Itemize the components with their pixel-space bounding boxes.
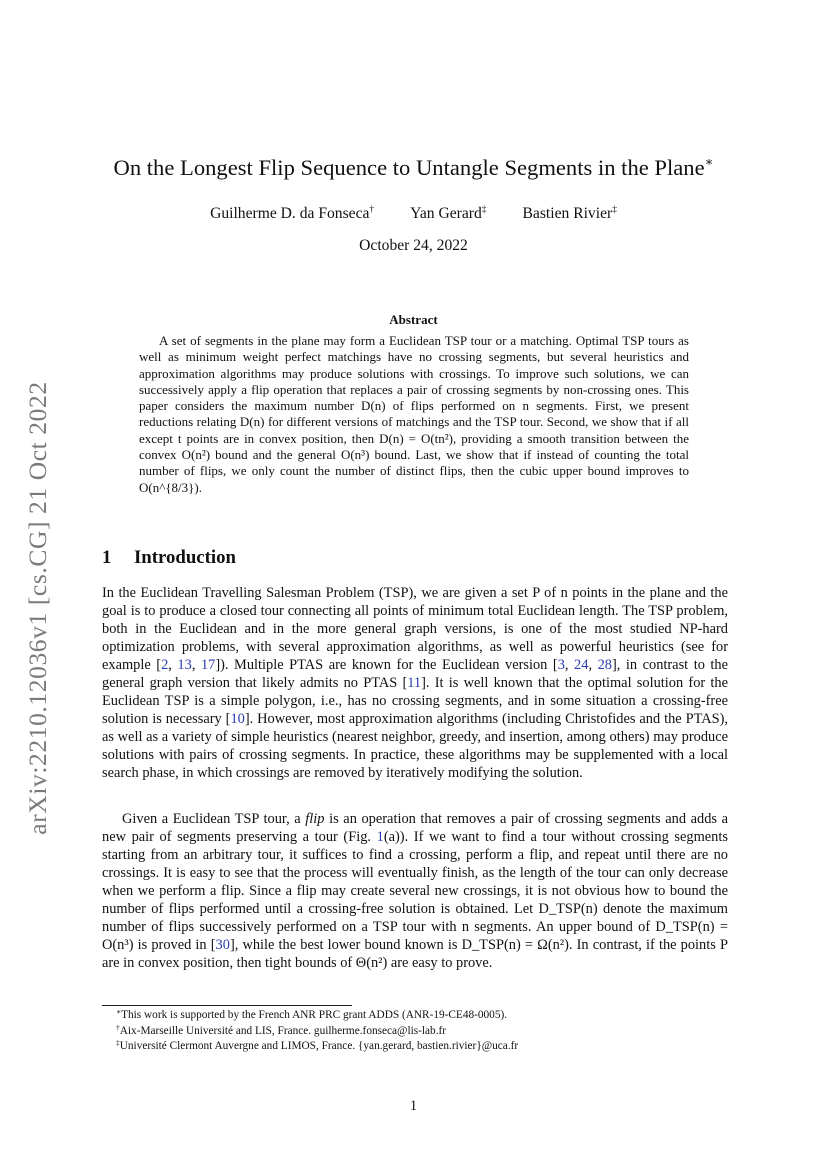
text-run: ], in contrast to the general graph version that likely admits no PTAS [ bbox=[102, 657, 729, 691]
footnote-text: Aix-Marseille Université and LIS, France. guilherme.fonseca@lis-lab.fr bbox=[119, 1024, 447, 1037]
citation-link[interactable]: 13 bbox=[177, 657, 192, 673]
citation-link[interactable]: 11 bbox=[407, 675, 422, 691]
arxiv-id: arXiv:2210.12036v1 [cs.CG] 21 Oct 2022 bbox=[23, 380, 52, 835]
author-name: Yan Gerard bbox=[410, 205, 482, 222]
citation-link[interactable]: 30 bbox=[215, 937, 230, 953]
page-number: 1 bbox=[409, 1098, 418, 1114]
text-run: ]. However, most approximation algorithms (including Christofides and the PTAS), as well as a variety of simple heuristics (nearest neighbor, greedy, and insertion, among others) may produce solutions with pairs of crossing segments. In practice, these algorithms may be supplemented with a local search phase, in which crossings are removed by iteratively modifying the solution. bbox=[102, 711, 728, 781]
title-footnote-mark: ∗ bbox=[704, 154, 714, 169]
text-run: Given a Euclidean TSP tour, a bbox=[122, 811, 306, 827]
figure-link[interactable]: 1 bbox=[376, 829, 384, 845]
footnote bbox=[102, 1008, 728, 1024]
citation-link[interactable]: 3 bbox=[557, 657, 565, 673]
citation-link[interactable]: 10 bbox=[230, 711, 245, 727]
citation-link[interactable]: 28 bbox=[597, 657, 612, 673]
author-mark: † bbox=[369, 205, 375, 215]
citation-link[interactable]: 17 bbox=[200, 657, 216, 673]
emphasis-term: flip bbox=[305, 811, 325, 827]
footnote-mark: ∗ bbox=[116, 1007, 122, 1016]
text-run: (a)). If we want to find a tour without crossing segments starting from an arbitrary tour, it suffices to find a crossing, perform a flip, and repeat until there are no crossings. It is easy to see that the process will eventually finish, as the length of the tour can only decrease when we perform a flip. Since a flip may create several new crossings, it is not obvious how to bound the number of flips performed until a crossing-free solution is obtained. Let D_TSP(n) denote the maximum number of flips successively performed on a TSP tour with n segments. An upper bound of D_TSP(n) = O(n³) is proved in [ bbox=[102, 829, 728, 953]
title-text: On the Longest Flip Sequence to Untangle Segments in the Plane bbox=[113, 155, 705, 180]
section-number: 1 bbox=[102, 547, 112, 568]
footnote bbox=[102, 1039, 728, 1055]
footnote-mark: ‡ bbox=[116, 1038, 120, 1047]
footnote bbox=[102, 1024, 728, 1040]
footnote-rule bbox=[102, 1005, 352, 1006]
citation-link[interactable]: 2 bbox=[161, 657, 169, 673]
arxiv-sidebar-stamp bbox=[17, 365, 59, 850]
footnote-mark: † bbox=[116, 1022, 120, 1032]
author-mark: ‡ bbox=[612, 205, 617, 215]
text-run: In the Euclidean Travelling Salesman Problem (TSP), we are given a set P of n points in the plane and the goal is to produce a closed tour connecting all points of minimum total Euclidean length. The TSP problem, both in the Euclidean and in the more general graph versions, is one of the most studied NP-hard optimization problems, with several approximation algorithms, as well as powerful heuristics (see for example [ bbox=[102, 585, 728, 673]
abstract-heading: Abstract bbox=[389, 312, 438, 327]
abstract-text: A set of segments in the plane may form a Euclidean TSP tour or a matching. Optimal TSP tours as well as minimum weight perfect matchings have no crossing segments, but several heuristics and approximation algorithms may produce solutions with crossings. To improve such solutions, we can successively apply a flip operation that replaces a pair of crossing segments by non-crossing ones. This paper considers the maximum number D(n) of flips performed on n segments. First, we present reductions relating D(n) for different versions of matchings and the TSP tour. Second, we show that if all except t points are in convex position, then D(n) = O(tn²), providing a smooth transition between the convex O(n²) bound and the general O(n³) bound. Last, we show that if instead of counting the total number of flips, we only count the number of distinct flips, then the cubic upper bound improves to O(n^{8/3}). bbox=[139, 333, 689, 495]
author-name: Bastien Rivier bbox=[522, 205, 613, 222]
footnote-text: This work is supported by the French ANR PRC grant ADDS (ANR-19-CE48-0005). bbox=[121, 1009, 508, 1021]
author-mark: ‡ bbox=[481, 205, 487, 215]
text-run: ], while the best lower bound known is D_TSP(n) = Ω(n²). In contrast, if the points P are in convex position, then tight bounds of Θ(n²) are easy to prove. bbox=[102, 937, 728, 971]
intro-paragraph-1: In the Euclidean Travelling Salesman Problem (TSP), we are given a set P of n points in the plane and the goal is to produce a closed tour connecting all points of minimum total Euclidean length. The TSP problem, both in the Euclidean and in the more general graph versions, is one of the most studied NP-hard optimization problems, with several approximation algorithms, as well as powerful heuristics (see for example [2, 13, 17]). Multiple PTAS are known for the Euclidean version [3, 24, 28], in contrast to the general graph version that likely admits no PTAS [11]. It is well known that the optimal solution for the Euclidean TSP is a simple polygon, i.e., has no crossing segments, and in some situation a crossing-free solution is necessary [10]. However, most approximation algorithms (including Christofides and the PTAS), as well as a variety of simple heuristics (nearest neighbor, greedy, and insertion, among others) may produce solutions with pairs of crossing segments. In practice, these algorithms may be supplemented with a local search phase, in which crossings are removed by iteratively modifying the solution. bbox=[102, 585, 729, 781]
intro-paragraph-2 bbox=[102, 810, 728, 972]
author bbox=[210, 204, 374, 224]
paper-title bbox=[0, 154, 827, 182]
section-heading bbox=[102, 546, 236, 570]
text-run: ]. It is well known that the optimal solution for the Euclidean TSP is a simple polygon, i.e., has no crossing segments, and in some situation a crossing-free solution is necessary [ bbox=[102, 675, 728, 727]
author-list bbox=[0, 204, 827, 224]
paper-date: October 24, 2022 bbox=[359, 237, 468, 254]
citation-link[interactable]: 24 bbox=[574, 657, 589, 673]
footnote-text: Université Clermont Auvergne and LIMOS, France. {yan.gerard, bastien.rivier}@uca.fr bbox=[119, 1040, 519, 1052]
section-title: Introduction bbox=[134, 547, 236, 568]
author bbox=[410, 204, 486, 224]
text-run: ]). Multiple PTAS are known for the Euclidean version [ bbox=[215, 657, 558, 673]
author bbox=[523, 204, 617, 224]
text-run: is an operation that removes a pair of crossing segments and adds a new pair of segments preserving a tour (Fig. bbox=[102, 811, 728, 845]
footnotes bbox=[102, 1008, 728, 1055]
author-name: Guilherme D. da Fonseca bbox=[210, 205, 370, 222]
